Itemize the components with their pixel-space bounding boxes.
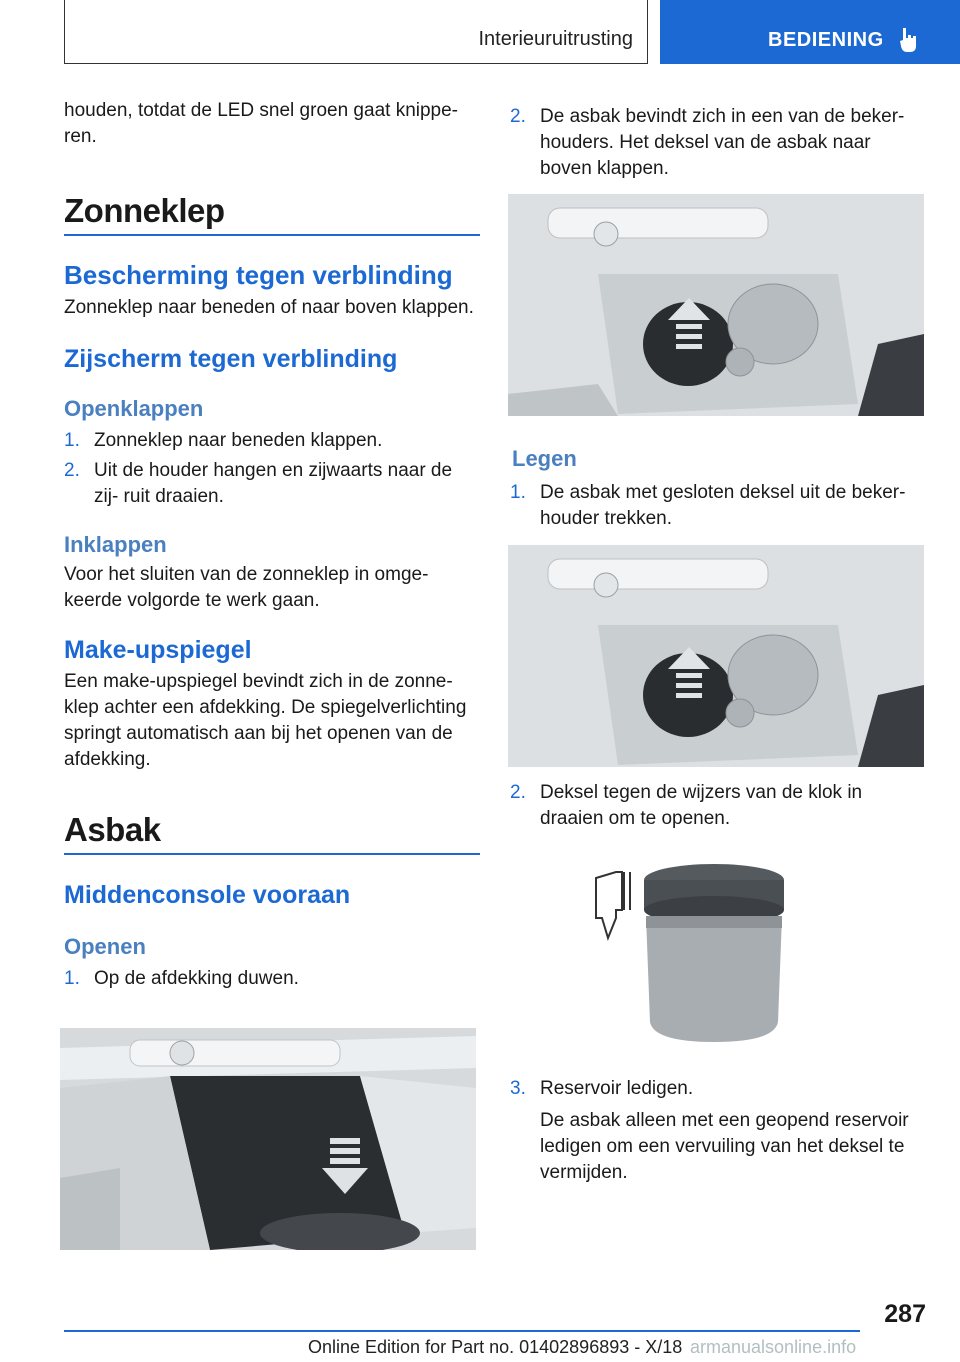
list-item: 2. De asbak bevindt zich in een van de beker- houders. Het deksel van de asbak naar boven klappen. (510, 106, 905, 179)
heading-zijscherm: Zijscherm tegen verblinding (64, 345, 398, 373)
legen-step2 (510, 780, 926, 832)
watermark-text: armanualsonline.info (690, 1337, 857, 1357)
header-section-title: Interieuruitrusting (478, 28, 633, 50)
list-item: 1. De asbak met gesloten deksel uit de beker- houder trekken. (510, 482, 906, 529)
legen-step3-block (510, 1076, 926, 1186)
heading-zonneklep: Zonneklep (64, 192, 480, 236)
legen-step3-note: De asbak alleen met een geopend reservoir ledigen om een vervuiling van het deksel te vermijden. (540, 1110, 909, 1183)
legen-step3 (510, 1076, 926, 1102)
page-number: 287 (884, 1300, 926, 1328)
make-upspiegel-text: Een make-upspiegel bevindt zich in de zonne- klep achter een afdekking. De spiegelverlichting springt automatisch aan bij het openen van de afdekking. (64, 671, 467, 770)
legen-step2-block (510, 780, 926, 832)
list-item: 2. Deksel tegen de wijzers van de klok in draaien om te openen. (510, 782, 863, 829)
step-number: 1. (64, 430, 80, 451)
heading-make-upspiegel: Make-upspiegel (64, 636, 252, 664)
right-column (510, 104, 926, 182)
list-item: 1. Zonneklep naar beneden klappen. (64, 428, 480, 454)
intro-text: houden, totdat de LED snel groen gaat knippe- ren. (64, 100, 459, 147)
footer-rule (64, 1330, 860, 1332)
ashtray-cupholder-illustration (508, 194, 924, 416)
legen-step1 (510, 480, 926, 532)
heading-asbak: Asbak (64, 811, 480, 855)
inklappen-text: Voor het sluiten van de zonneklep in omge- keerde volgorde te werk gaan. (64, 564, 429, 611)
heading-openklappen: Openklappen (64, 396, 204, 421)
heading-openen: Openen (64, 934, 146, 959)
open-step2 (510, 104, 926, 182)
header-tab-label: BEDIENING (768, 29, 884, 51)
hand-pointer-icon (898, 26, 920, 54)
ashtray-container-drawing (588, 858, 800, 1046)
ashtray-container-illustration (588, 858, 800, 1046)
bescherming-text: Zonneklep naar beneden of naar boven klappen. (64, 297, 474, 318)
console-cover-drawing (60, 1028, 476, 1250)
step-number: 2. (64, 460, 80, 481)
openklappen-steps (64, 428, 480, 510)
header-section-box (64, 0, 648, 64)
list-item: 1. Op de afdekking duwen. (64, 966, 480, 992)
ashtray-remove-illustration (508, 545, 924, 767)
legen-section (510, 446, 926, 532)
step-number: 3. (510, 1078, 526, 1099)
openen-steps (64, 966, 480, 992)
step-number: 2. (510, 106, 526, 127)
step-number: 1. (510, 482, 526, 503)
ashtray-remove-drawing (508, 545, 924, 767)
step-number: 2. (510, 782, 526, 803)
console-cover-illustration (60, 1028, 476, 1250)
list-item: 2. Uit de houder hangen en zijwaarts naar de zij- ruit draaien. (64, 460, 453, 507)
left-column (64, 98, 480, 992)
heading-inklappen: Inklappen (64, 532, 167, 557)
ashtray-cupholder-drawing (508, 194, 924, 416)
list-item: 3. Reservoir ledigen. (510, 1076, 926, 1102)
edition-text: Online Edition for Part no. 01402896893 - X/18 (308, 1337, 683, 1357)
heading-legen: Legen (512, 446, 577, 471)
heading-middenconsole: Middenconsole vooraan (64, 881, 351, 909)
step-number: 1. (64, 968, 80, 989)
header-tab-bediening[interactable] (660, 0, 960, 64)
heading-bescherming: Bescherming tegen verblinding (64, 260, 453, 290)
